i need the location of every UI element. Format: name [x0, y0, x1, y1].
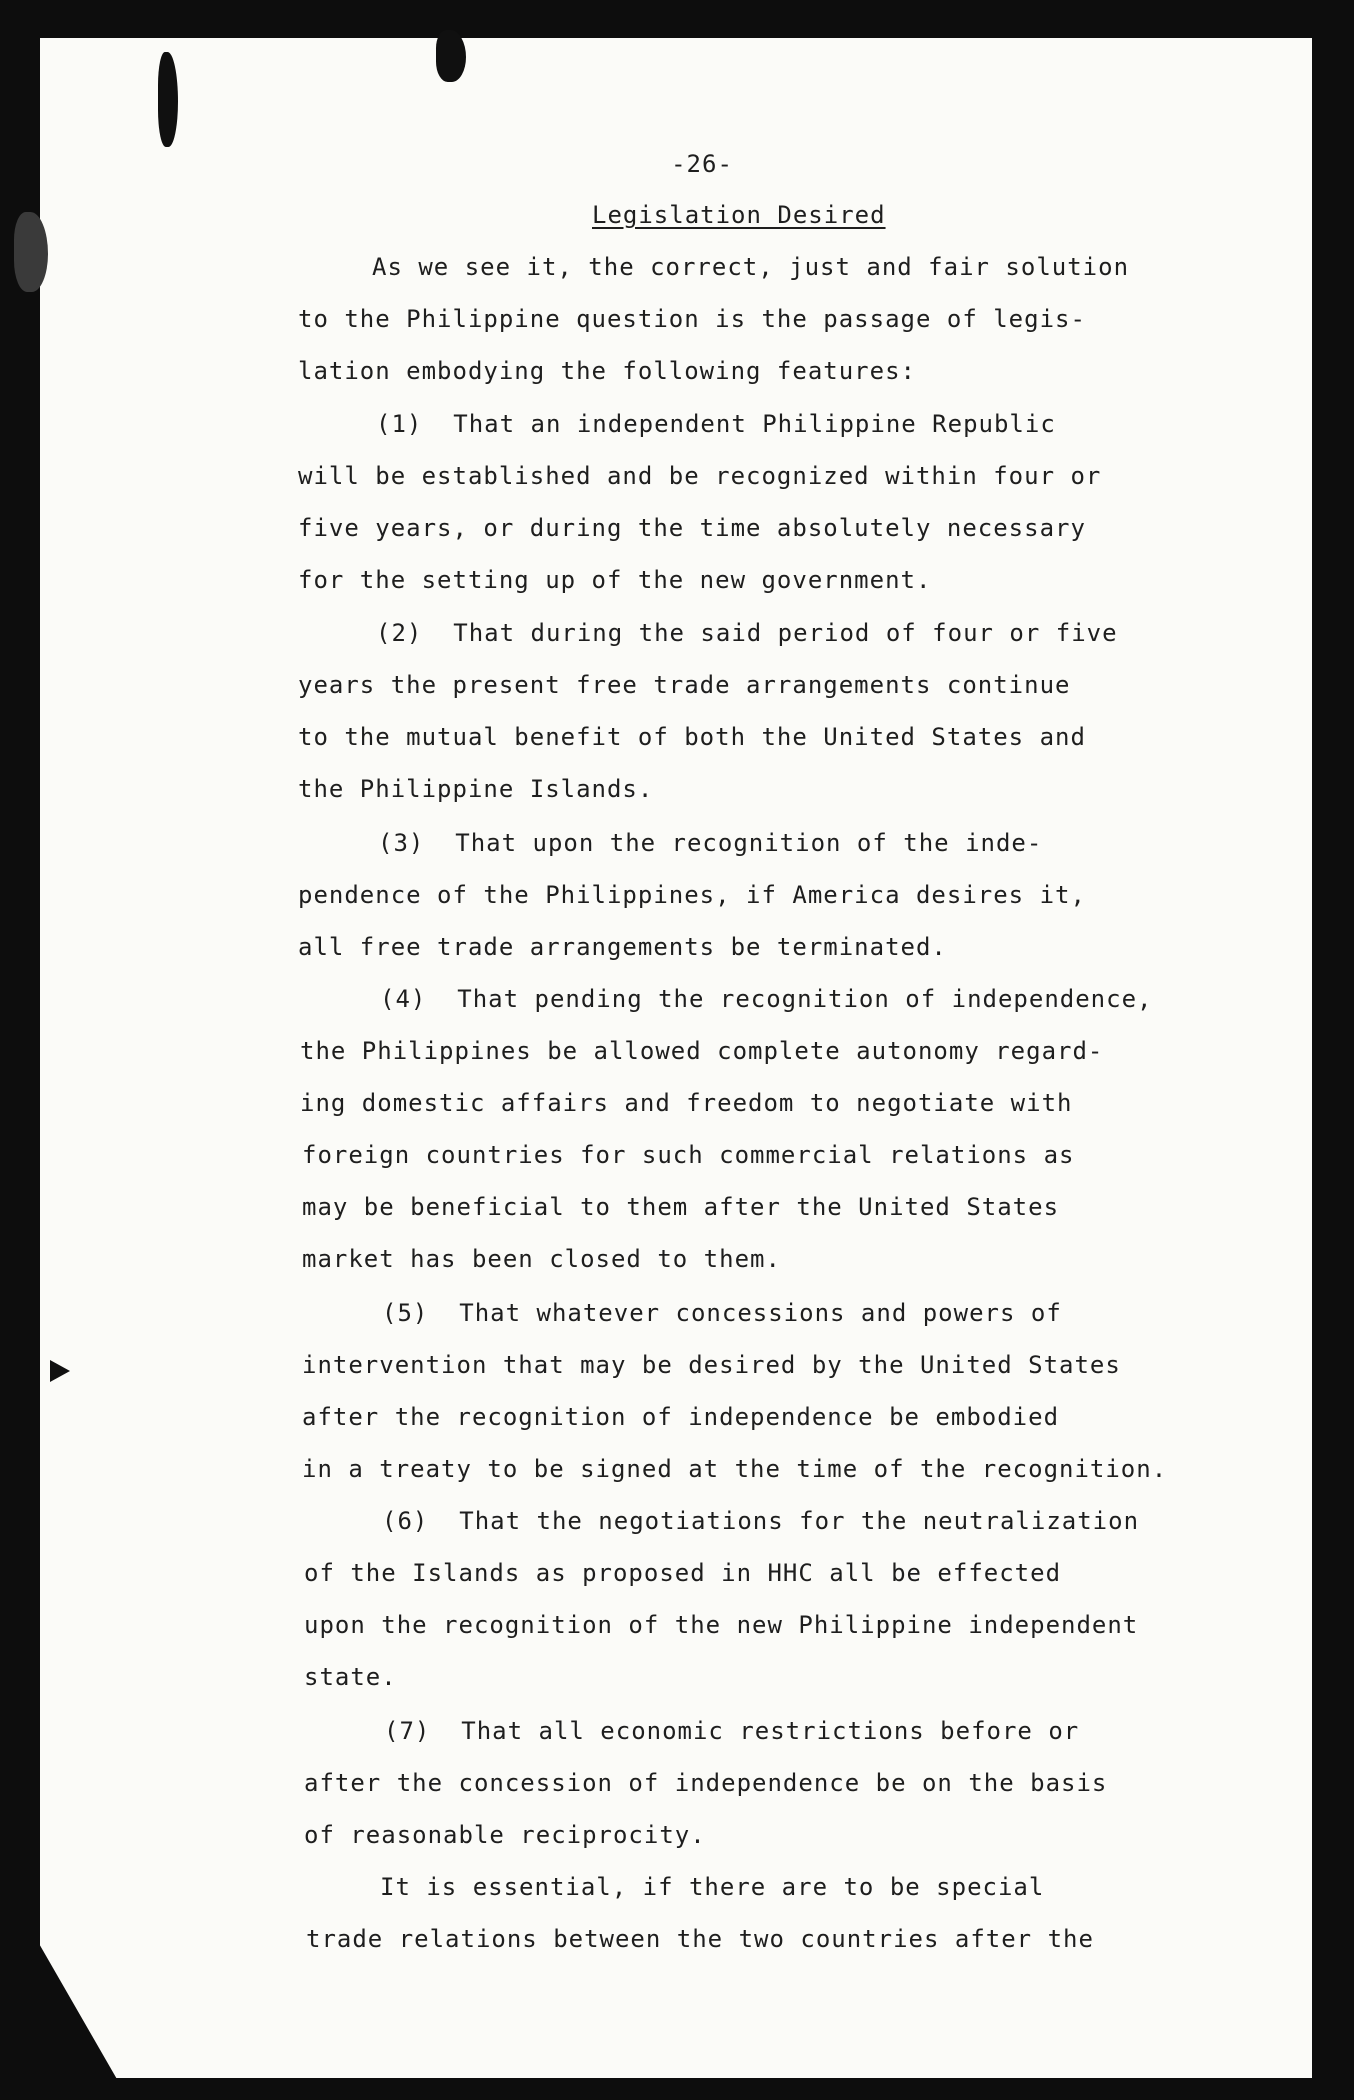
text-line: for the setting up of the new government. — [298, 566, 932, 594]
text-line: (4) That pending the recognition of independence, — [380, 985, 1153, 1013]
text-line: the Philippines be allowed complete autonomy regard- — [300, 1037, 1104, 1065]
page-number: -26- — [671, 150, 733, 178]
text-line: the Philippine Islands. — [298, 775, 654, 803]
text-line: foreign countries for such commercial relations as — [302, 1141, 1075, 1169]
text-line: after the recognition of independence be embodied — [302, 1403, 1060, 1431]
text-line: As we see it, the correct, just and fair solution — [372, 253, 1130, 281]
text-line: to the Philippine question is the passage of legis- — [298, 305, 1086, 333]
text-line: in a treaty to be signed at the time of the recognition. — [302, 1455, 1168, 1483]
text-line: (3) That upon the recognition of the inde- — [378, 829, 1043, 857]
text-line: (5) That whatever concessions and powers of — [382, 1299, 1062, 1327]
text-line: (7) That all economic restrictions before or — [384, 1717, 1080, 1745]
text-line: It is essential, if there are to be special — [380, 1873, 1045, 1901]
text-line: to the mutual benefit of both the United States and — [298, 723, 1086, 751]
text-line: intervention that may be desired by the United States — [302, 1351, 1121, 1379]
text-line: (2) That during the said period of four or five — [376, 619, 1118, 647]
text-line: (6) That the negotiations for the neutralization — [382, 1507, 1140, 1535]
text-line: market has been closed to them. — [302, 1245, 781, 1273]
text-line: ing domestic affairs and freedom to negotiate with — [300, 1089, 1073, 1117]
text-line: may be beneficial to them after the United States — [302, 1193, 1060, 1221]
text-line: upon the recognition of the new Philippine independent — [304, 1611, 1139, 1639]
text-line: state. — [304, 1663, 397, 1691]
text-line: lation embodying the following features: — [298, 357, 916, 385]
text-line: will be established and be recognized within four or — [298, 462, 1102, 490]
text-line: of the Islands as proposed in HHC all be effected — [304, 1559, 1062, 1587]
text-line: (1) That an independent Philippine Republic — [376, 410, 1056, 438]
text-line: years the present free trade arrangements continue — [298, 671, 1071, 699]
text-line: trade relations between the two countries after the — [306, 1925, 1094, 1953]
section-heading: Legislation Desired — [592, 201, 886, 229]
text-line: five years, or during the time absolutely necessary — [298, 514, 1086, 542]
text-line: of reasonable reciprocity. — [304, 1821, 706, 1849]
text-line: after the concession of independence be on the basis — [304, 1769, 1108, 1797]
text-line: all free trade arrangements be terminated. — [298, 933, 947, 961]
text-line: pendence of the Philippines, if America desires it, — [298, 881, 1086, 909]
